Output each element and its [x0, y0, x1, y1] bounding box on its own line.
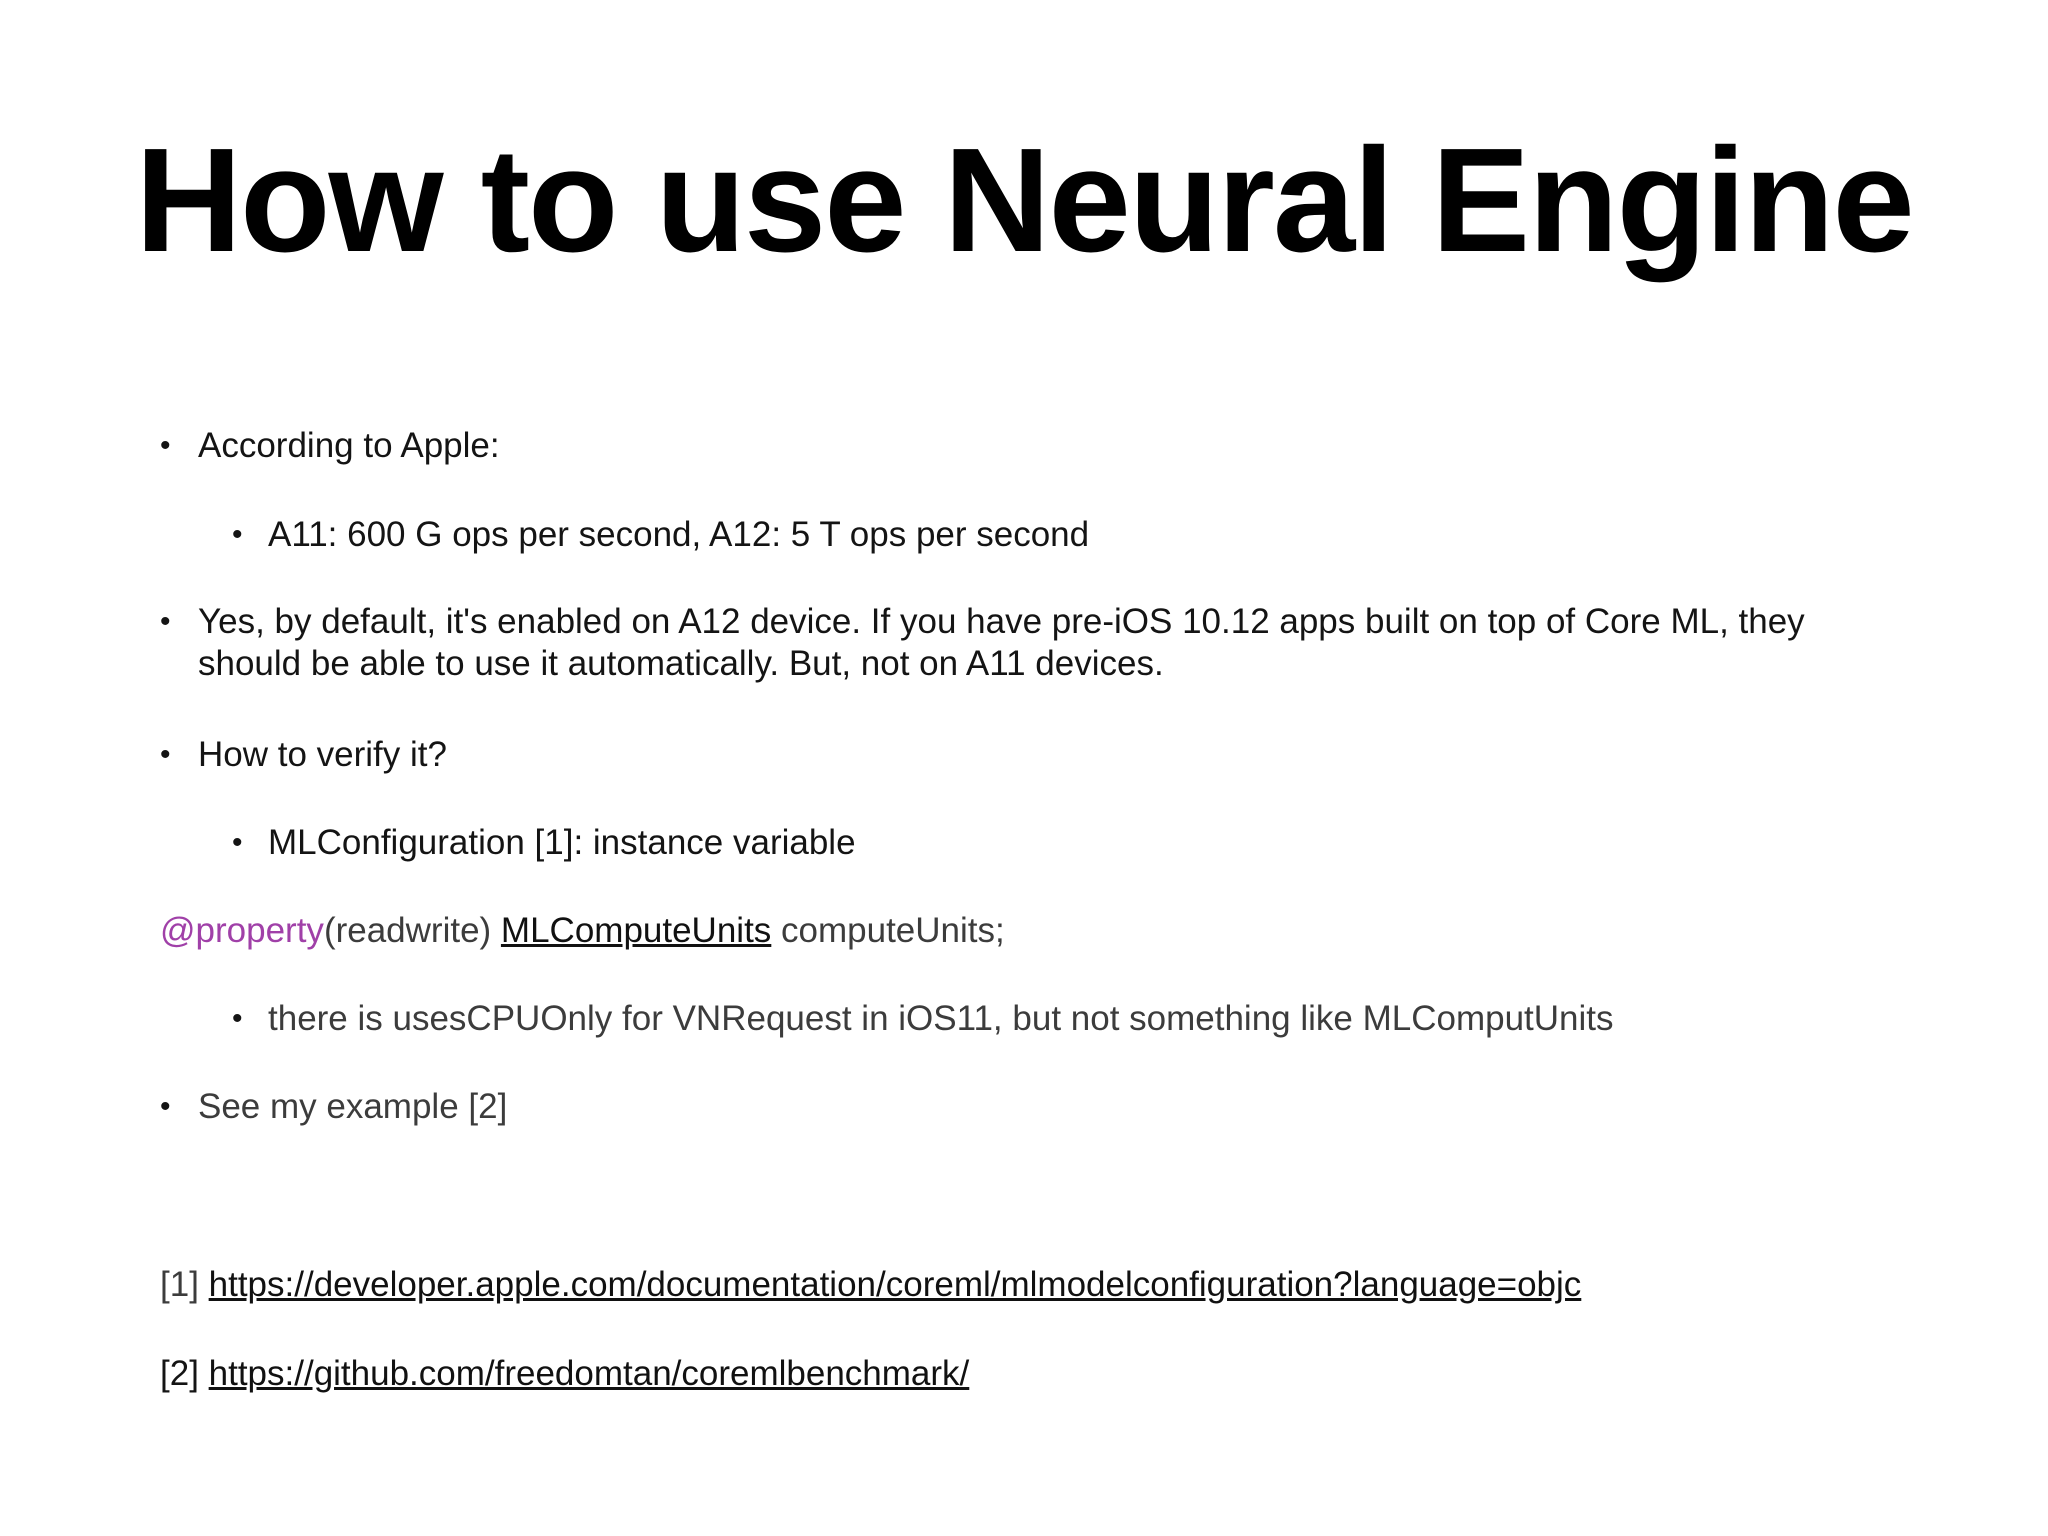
sub-bullet-item — [232, 514, 1090, 556]
bullet-glyph: • — [160, 605, 171, 638]
bullet-item — [160, 601, 1805, 643]
bullet-continuation — [198, 643, 1164, 685]
bullet-text: MLConfiguration [1]: instance variable — [268, 823, 856, 862]
slide-title: How to use Neural Engine — [135, 118, 1913, 283]
bullet-glyph: • — [160, 429, 171, 462]
bullet-glyph: • — [160, 738, 171, 771]
reference-marker: [1] — [160, 1265, 209, 1304]
bullet-item — [160, 734, 447, 776]
bullet-text: How to verify it? — [198, 735, 447, 774]
code-rest: computeUnits; — [771, 911, 1005, 950]
reference-link[interactable]: https://developer.apple.com/documentation/coreml/mlmodelconfiguration?language=objc — [208, 1265, 1582, 1304]
reference-2 — [160, 1353, 969, 1395]
bullet-item — [160, 425, 500, 467]
bullet-item — [160, 1086, 508, 1128]
bullet-glyph: • — [232, 1002, 243, 1035]
reference-1 — [160, 1264, 1581, 1306]
sub-bullet-item — [232, 998, 1614, 1040]
bullet-glyph: • — [232, 826, 243, 859]
reference-link[interactable]: https://github.com/freedomtan/coremlbenchmark/ — [208, 1354, 970, 1393]
bullet-text-line1: Yes, by default, it's enabled on A12 device. If you have pre-iOS 10.12 apps built on top of Core ML, they — [198, 602, 1805, 641]
bullet-text-line2: should be able to use it automatically. But, not on A11 devices. — [198, 644, 1164, 683]
code-line — [160, 910, 1005, 952]
bullet-text: there is usesCPUOnly for VNRequest in iOS11, but not something like MLComputUnits — [268, 999, 1614, 1038]
bullet-glyph: • — [232, 518, 243, 551]
reference-marker: [2] — [160, 1354, 209, 1393]
bullet-text: A11: 600 G ops per second, A12: 5 T ops per second — [268, 515, 1090, 554]
bullet-text: See my example [2] — [198, 1087, 508, 1126]
bullet-text: According to Apple: — [198, 426, 500, 465]
code-keyword: @property — [160, 911, 324, 950]
sub-bullet-item — [232, 822, 856, 864]
bullet-glyph: • — [160, 1090, 171, 1123]
code-type-link[interactable]: MLComputeUnits — [500, 911, 772, 950]
code-attribute: (readwrite) — [323, 911, 501, 950]
